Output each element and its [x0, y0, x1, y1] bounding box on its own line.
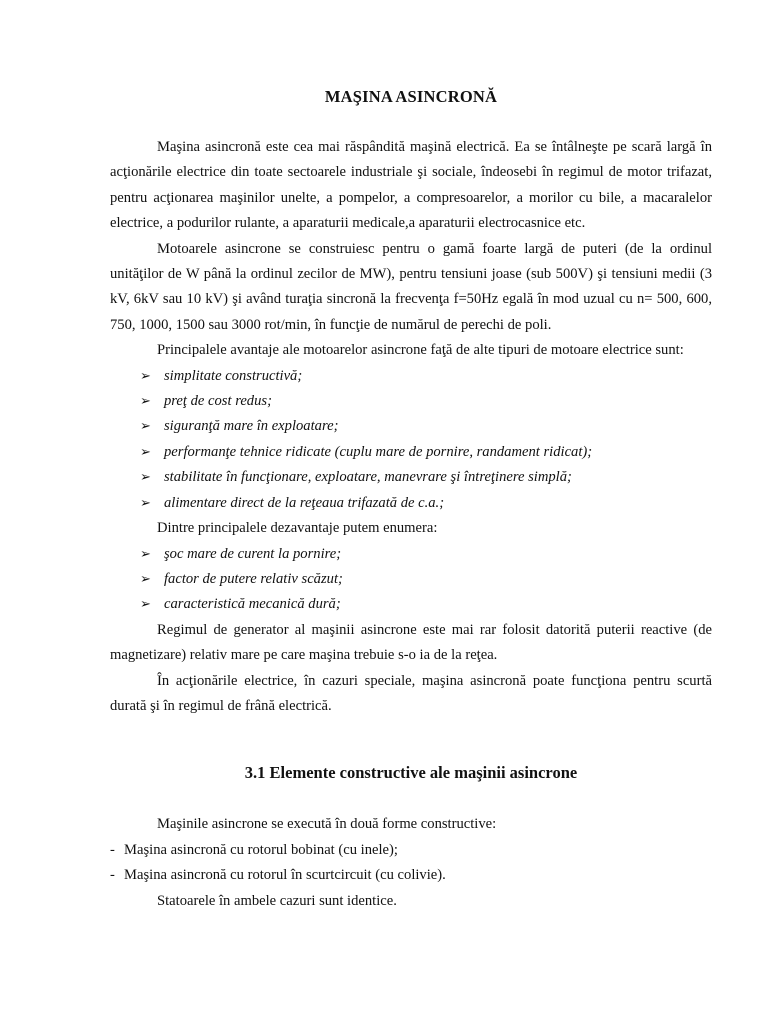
intro-paragraph-2: Motoarele asincrone se construiesc pentru o gamă foarte largă de puteri (de la ordinul unităţilor de W până la ordinul zecilor de MW), pentru tensiuni joase (sub 500V) şi tensiuni medii (3 kV, 6kV sau 10 kV) şi având turaţia sincronă la frecvenţa f=50Hz egală în mod uzual cu n= 500, 600, 750, 1000, 1500 sau 3000 rot/min, în funcţie de numărul de perechi de poli.	[110, 240, 712, 333]
advantages-list	[110, 364, 712, 516]
list-item	[110, 838, 712, 863]
disadvantage-text: şoc mare de curent la pornire;	[164, 545, 342, 562]
arrow-bullet-icon: ➢	[140, 470, 151, 486]
list-item	[140, 364, 712, 389]
list-item	[140, 440, 712, 465]
section-title: 3.1 Elemente constructive ale maşinii asincrone	[244, 763, 578, 783]
list-item	[110, 863, 712, 888]
arrow-bullet-icon: ➢	[140, 495, 151, 511]
disadvantages-list	[110, 542, 712, 618]
arrow-bullet-icon: ➢	[140, 444, 151, 460]
closing-paragraph-1: Regimul de generator al maşinii asincrone este mai rar folosit datorită puterii reactive (de magnetizare) relativ mare pe care maşina trebuie s-o ia de la reţea.	[110, 621, 712, 664]
advantage-text: simplitate constructivă;	[164, 367, 303, 384]
list-item	[140, 465, 712, 490]
list-item	[140, 567, 712, 592]
arrow-bullet-icon: ➢	[140, 394, 151, 410]
advantage-text: performanţe tehnice ridicate (cuplu mare de pornire, randament ridicat);	[164, 443, 593, 460]
section-intro: Maşinile asincrone se execută în două forme constructive:	[157, 816, 497, 833]
construction-form-text: Maşina asincronă cu rotorul bobinat (cu inele);	[124, 841, 398, 858]
advantage-text: alimentare direct de la reţeaua trifazată de c.a.;	[164, 494, 445, 511]
dash-bullet: -	[110, 841, 115, 858]
disadvantage-text: factor de putere relativ scăzut;	[164, 570, 343, 587]
arrow-bullet-icon: ➢	[140, 597, 151, 613]
disadvantages-intro: Dintre principalele dezavantaje putem enumera:	[157, 520, 438, 537]
page-title: MAŞINA ASINCRONĂ	[324, 87, 498, 106]
intro-paragraph-3: Principalele avantaje ale motoarelor asincrone faţă de alte tipuri de motoare electrice sunt:	[157, 342, 684, 359]
construction-form-text: Maşina asincronă cu rotorul în scurtcircuit (cu colivie).	[124, 867, 446, 884]
advantage-text: preţ de cost redus;	[164, 393, 272, 410]
arrow-bullet-icon: ➢	[140, 368, 151, 384]
intro-paragraph-1: Maşina asincronă este cea mai răspândită maşină electrică. Ea se întâlneşte pe scară largă în acţionările electrice din toate sectoarele industriale şi sociale, îndeosebi în regimul de motor trifazat, pentru acţionarea maşinilor unelte, a pompelor, a compresoarelor, a morilor cu bile, a macaralelor electrice, a podurilor rulante, a aparaturii medicale,a aparaturii electrocasnice etc.	[110, 139, 712, 232]
advantage-text: siguranţă mare în exploatare;	[164, 418, 339, 435]
disadvantage-text: caracteristică mecanică dură;	[164, 596, 341, 613]
list-item	[140, 389, 712, 414]
arrow-bullet-icon: ➢	[140, 571, 151, 587]
list-item	[140, 491, 712, 516]
section-closing: Statoarele în ambele cazuri sunt identice.	[157, 892, 397, 909]
advantage-text: stabilitate în funcţionare, exploatare, manevrare şi întreţinere simplă;	[164, 469, 572, 486]
construction-forms-list	[0, 838, 712, 889]
arrow-bullet-icon: ➢	[140, 419, 151, 435]
closing-paragraph-2: În acţionările electrice, în cazuri speciale, maşina asincronă poate funcţiona pentru scurtă durată şi în regimul de frână electrică.	[110, 672, 712, 714]
dash-bullet: -	[110, 867, 115, 884]
arrow-bullet-icon: ➢	[140, 546, 151, 562]
list-item	[140, 592, 712, 617]
document-content	[110, 84, 712, 914]
list-item	[140, 414, 712, 439]
list-item	[140, 542, 712, 567]
